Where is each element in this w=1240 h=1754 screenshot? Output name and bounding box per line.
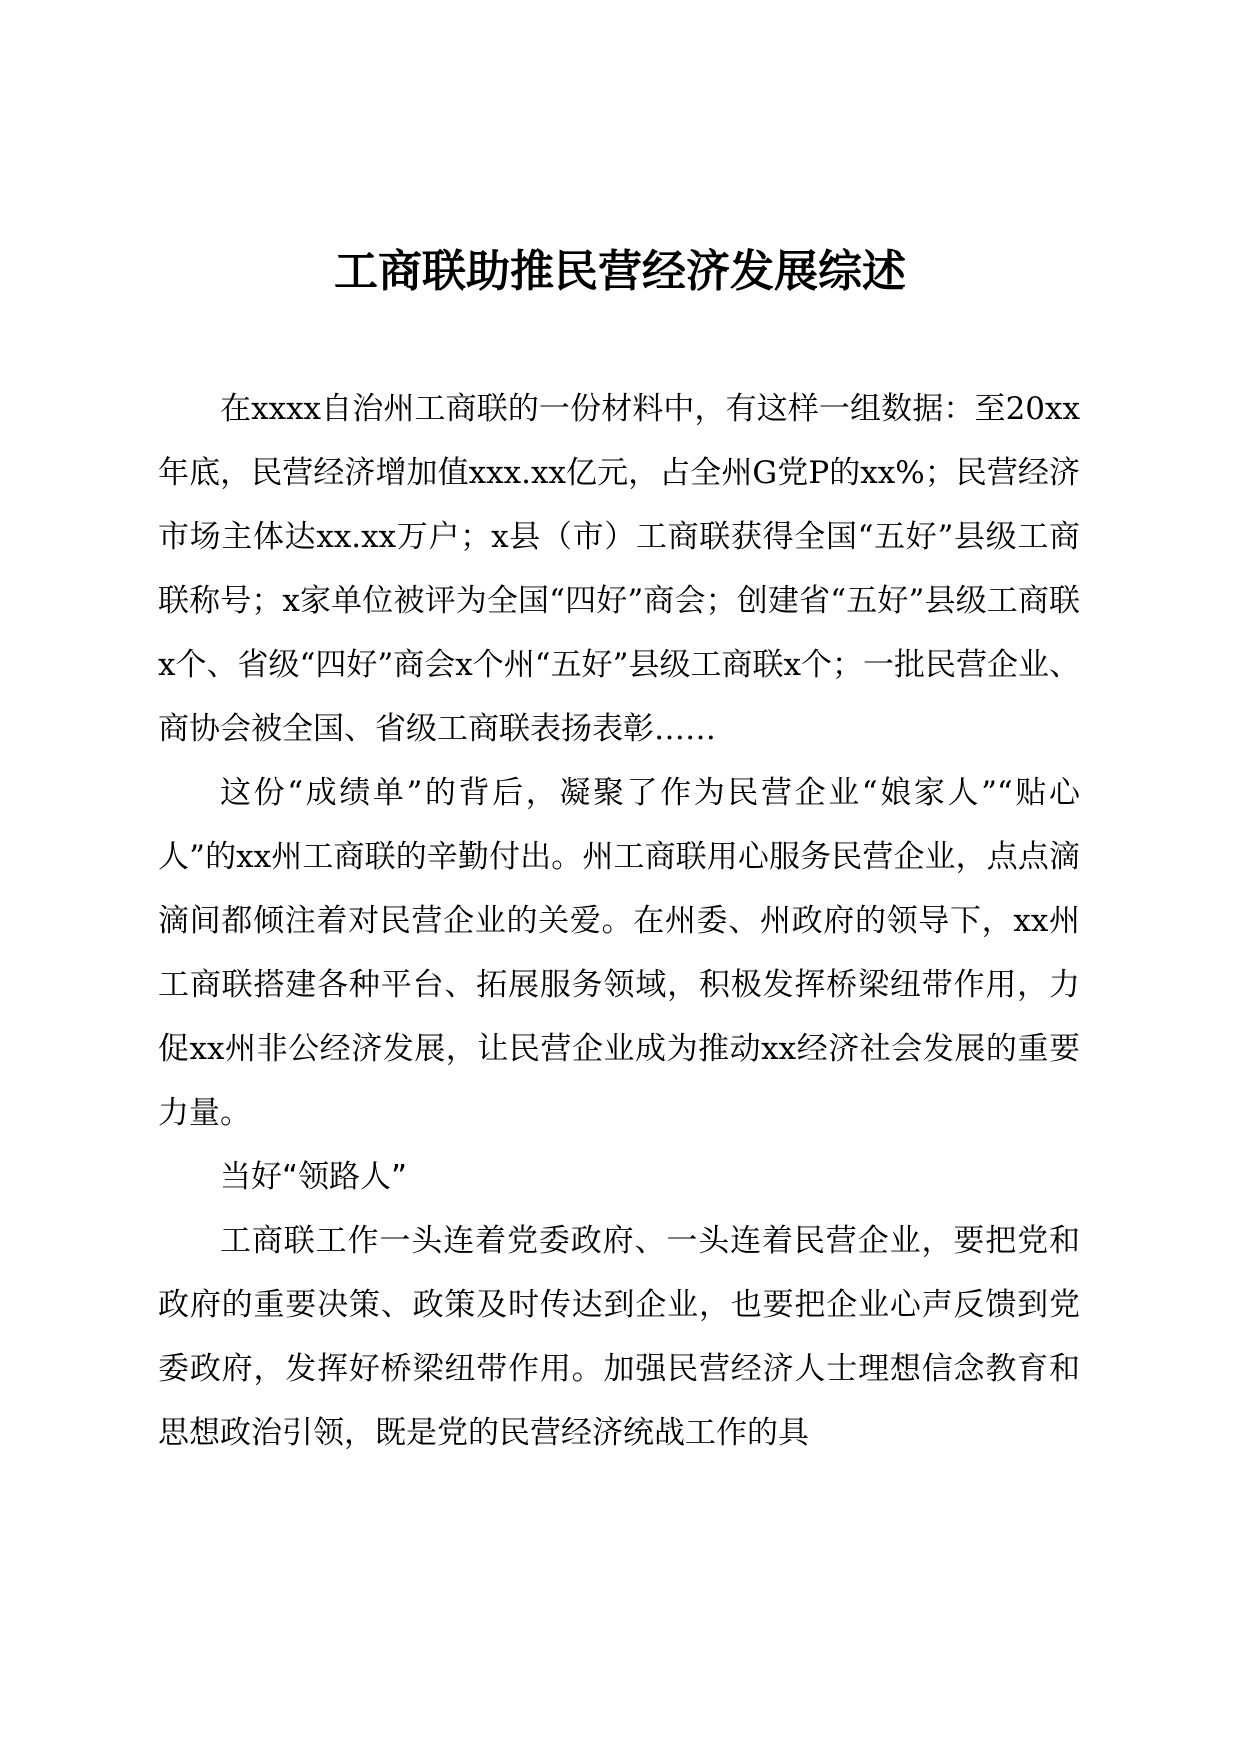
document-title: 工商联助推民营经济发展综述 <box>334 246 906 297</box>
section-heading: 当好“领路人” <box>220 1159 408 1195</box>
paragraph-section: 工商联工作一头连着党委政府、一头连着民营企业，要把党和政府的重要决策、政策及时传达到企业，也要把企业心声反馈到党委政府，发挥好桥梁纽带作用。加强民营经济人士理想信念教育和思想政治引领，既是党的民营经济统战工作的具 <box>158 1223 1080 1451</box>
document-body <box>158 377 1080 1465</box>
paragraph-achievements: 这份“成绩单”的背后，凝聚了作为民营企业“娘家人”“贴心人”的xx州工商联的辛勤付出。州工商联用心服务民营企业，点点滴滴间都倾注着对民营企业的关爱。在州委、州政府的领导下，xx州工商联搭建各种平台、拓展服务领域，积极发挥桥梁纽带作用，力促xx州非公经济发展，让民营企业成为推动xx经济社会发展的重要力量。 <box>158 775 1080 1131</box>
paragraph-intro: 在xxxx自治州工商联的一份材料中，有这样一组数据：至20xx年底，民营经济增加值xxx.xx亿元，占全州G党P的xx%；民营经济市场主体达xx.xx万户；x县（市）工商联获得全国“五好”县级工商联称号；x家单位被评为全国“四好”商会；创建省“五好”县级工商联x个、省级“四好”商会x个州“五好”县级工商联x个；一批民营企业、商协会被全国、省级工商联表扬表彰…… <box>158 391 1080 747</box>
